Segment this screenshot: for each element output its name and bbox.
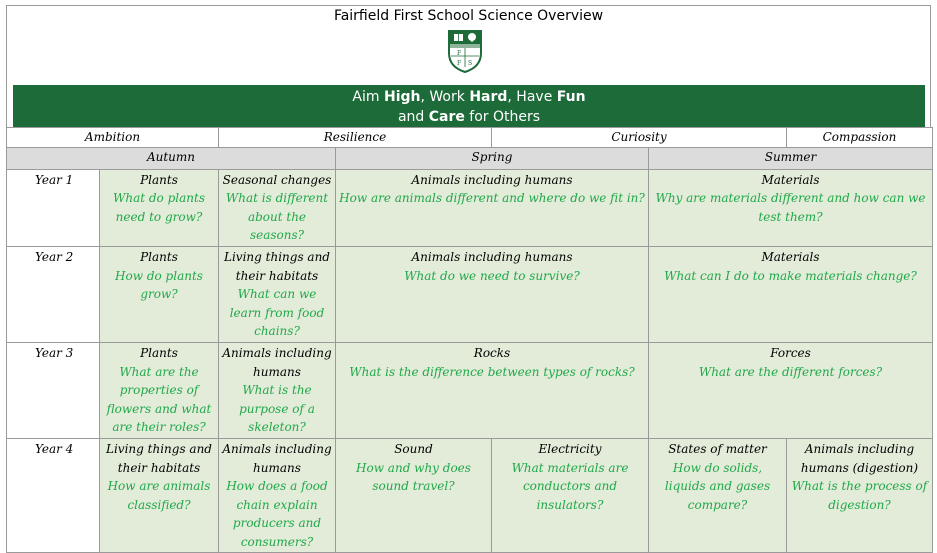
enquiry-question: How are animals classified?	[107, 479, 211, 512]
topic-title: Sound	[394, 441, 433, 456]
enquiry-question: How does a food chain explain producers and consumers?	[226, 479, 328, 549]
topic-cell	[649, 246, 933, 342]
topic-title: Animals including humans (digestion)	[800, 441, 919, 475]
term-header: Summer	[649, 147, 933, 169]
year-row	[7, 438, 933, 553]
motto-line-2: and Care for Others	[397, 109, 541, 125]
value-cell: Curiosity	[492, 128, 787, 148]
enquiry-question: What are the properties of flowers and what are their roles?	[106, 364, 212, 435]
enquiry-question: What materials are conductors and insulators?	[511, 460, 629, 512]
year-row	[7, 169, 933, 246]
topic-title: Animals including humans	[411, 249, 573, 264]
topic-cell	[649, 342, 933, 438]
topic-title: Forces	[770, 345, 811, 360]
year-row	[7, 342, 933, 438]
topic-title: Plants	[140, 345, 178, 360]
topic-cell	[649, 438, 787, 553]
value-cell: Resilience	[219, 128, 492, 148]
topic-cell	[492, 438, 649, 553]
enquiry-question: What do plants need to grow?	[113, 191, 205, 224]
enquiry-question: What are the different forces?	[698, 364, 883, 379]
topic-cell	[100, 246, 219, 342]
value-cell: Ambition	[7, 128, 219, 148]
enquiry-question: How do solids, liquids and gases compare?	[664, 460, 771, 512]
year-label: Year 3	[7, 342, 100, 438]
year-label: Year 2	[7, 246, 100, 342]
value-cell: Compassion	[787, 128, 933, 148]
school-crest-logo	[447, 29, 483, 73]
topic-cell	[336, 169, 649, 246]
enquiry-question: What is the difference between types of rocks?	[349, 364, 635, 379]
year-label: Year 4	[7, 438, 100, 553]
enquiry-question: What can I do to make materials change?	[664, 268, 917, 283]
term-header: Spring	[336, 147, 649, 169]
enquiry-question: How do plants grow?	[115, 268, 203, 302]
values-row	[7, 128, 933, 148]
motto-line-1: Aim High, Work Hard, Have Fun	[352, 89, 586, 105]
topic-title: Plants	[140, 249, 178, 264]
svg-text:F: F	[457, 60, 462, 67]
topic-cell	[336, 342, 649, 438]
enquiry-question: How are animals different and where do we fit in?	[339, 191, 645, 206]
topic-title: Animals including humans	[222, 441, 332, 475]
svg-text:F: F	[457, 50, 462, 57]
year-label: Year 1	[7, 169, 100, 246]
topic-cell	[219, 438, 336, 553]
topic-cell	[100, 438, 219, 553]
topic-cell	[219, 246, 336, 342]
topic-cell	[219, 169, 336, 246]
topic-cell	[336, 438, 492, 553]
year-row	[7, 246, 933, 342]
topic-cell	[336, 246, 649, 342]
enquiry-question: What can we learn from food chains?	[229, 287, 325, 339]
topic-cell	[100, 342, 219, 438]
topic-title: Materials	[761, 249, 820, 264]
topic-title: States of matter	[668, 441, 767, 456]
topic-title: Living things and their habitats	[224, 249, 330, 283]
enquiry-question: What do we need to survive?	[404, 268, 580, 283]
svg-text:S: S	[468, 60, 473, 67]
enquiry-question: Why are materials different and how can we test them?	[655, 191, 926, 224]
topic-title: Rocks	[473, 345, 511, 360]
enquiry-question: What is different about the seasons?	[225, 191, 329, 243]
topic-title: Electricity	[538, 441, 602, 456]
enquiry-question: How and why does sound travel?	[356, 460, 471, 494]
terms-row	[7, 147, 933, 169]
topic-cell	[100, 169, 219, 246]
topic-cell	[219, 342, 336, 438]
term-header: Autumn	[7, 147, 336, 169]
motto-banner	[13, 85, 925, 127]
page-title: Fairfield First School Science Overview	[333, 8, 604, 24]
topic-title: Materials	[761, 172, 820, 187]
topic-title: Animals including humans	[222, 345, 332, 379]
topic-title: Living things and their habitats	[106, 441, 212, 475]
topic-cell	[787, 438, 933, 553]
topic-cell	[649, 169, 933, 246]
enquiry-question: What is the purpose of a skeleton?	[239, 383, 315, 435]
enquiry-question: What is the process of digestion?	[791, 479, 928, 512]
topic-title: Animals including humans	[411, 172, 573, 187]
topic-title: Seasonal changes	[222, 172, 332, 187]
topic-title: Plants	[140, 172, 178, 187]
science-overview-table	[6, 127, 933, 553]
